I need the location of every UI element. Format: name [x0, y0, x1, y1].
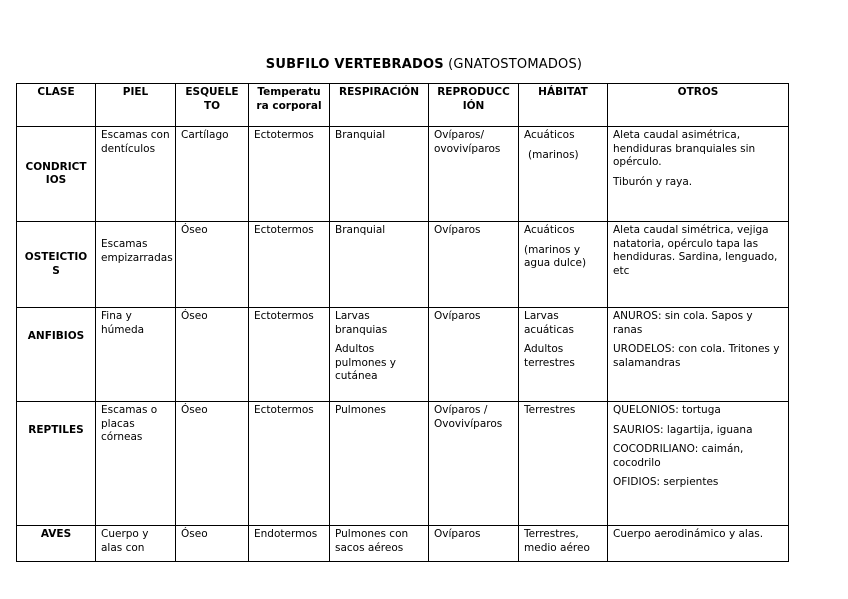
piel-cell: Escamas o placas córneas [96, 402, 176, 526]
otros-line: Aleta caudal asimétrica, hendiduras branquiales sin opérculo. [613, 129, 756, 168]
respiracion-cell [330, 127, 429, 222]
otros-cell [608, 308, 789, 402]
respiracion-line: Pulmones con sacos aéreos [335, 528, 409, 554]
otros-cell [608, 222, 789, 308]
respiracion-line: Branquial [335, 129, 386, 141]
temperatura-cell: Ectotermos [249, 222, 330, 308]
habitat-cell [519, 402, 608, 526]
habitat-line: (marinos y agua dulce) [524, 243, 587, 269]
otros-line: Tiburón y raya. [613, 175, 693, 188]
header-respiracion: RESPIRACIÓN [330, 84, 429, 127]
header-row [17, 84, 789, 127]
otros-line: ANUROS: sin cola. Sapos y ranas [613, 310, 753, 336]
respiracion-line: Adultos pulmones y cutánea [335, 343, 397, 382]
otros-cell [608, 127, 789, 222]
habitat-cell [519, 308, 608, 402]
reproduccion-cell: Ovíparos [429, 222, 519, 308]
respiracion-cell [330, 308, 429, 402]
reproduccion-cell: Ovíparos / Ovovivíparos [429, 402, 519, 526]
temperatura-cell: Ectotermos [249, 127, 330, 222]
vertebrates-table [16, 83, 789, 562]
respiracion-cell [330, 526, 429, 562]
title-main: SUBFILO VERTEBRADOS [265, 57, 444, 72]
temperatura-cell: Endotermos [249, 526, 330, 562]
table-row [17, 222, 789, 308]
otros-line: Aleta caudal simétrica, vejiga natatoria, opérculo tapa las hendiduras. Sardina, lenguado, etc [613, 224, 778, 277]
otros-line: URODELOS: con cola. Tritones y salamandras [613, 343, 780, 369]
header-clase: CLASE [17, 84, 96, 127]
esqueleto-cell: Óseo [176, 308, 249, 402]
otros-cell [608, 402, 789, 526]
piel-cell: Fina y húmeda [96, 308, 176, 402]
esqueleto-cell: Cartílago [176, 127, 249, 222]
header-piel: PIEL [96, 84, 176, 127]
table-row [17, 526, 789, 562]
piel-cell [96, 222, 176, 308]
respiracion-cell [330, 222, 429, 308]
reproduccion-cell: Ovíparos/ ovovivíparos [429, 127, 519, 222]
esqueleto-cell: Óseo [176, 402, 249, 526]
header-habitat: HÁBITAT [519, 84, 608, 127]
clase-cell: CONDRICT IOS [17, 127, 96, 222]
habitat-line: Adultos terrestres [524, 343, 575, 369]
table-row [17, 127, 789, 222]
respiracion-cell [330, 402, 429, 526]
header-esqueleto: ESQUELE TO [176, 84, 249, 127]
otros-line: QUELONIOS: tortuga [613, 404, 721, 416]
otros-line: OFIDIOS: serpientes [613, 476, 719, 488]
clase-cell: ANFIBIOS [17, 308, 96, 402]
habitat-cell [519, 222, 608, 308]
header-reproduccion: REPRODUCC IÓN [429, 84, 519, 127]
esqueleto-cell: Óseo [176, 526, 249, 562]
otros-line: COCODRILIANO: caimán, cocodrilo [613, 443, 744, 469]
habitat-line: Larvas acuáticas [524, 310, 575, 336]
respiracion-line: Larvas branquias [335, 310, 388, 336]
reproduccion-cell: Ovíparos [429, 526, 519, 562]
otros-line: SAURIOS: lagartija, iguana [613, 423, 753, 436]
habitat-line: Terrestres [524, 404, 576, 416]
page-title [0, 57, 848, 72]
piel-cell: Cuerpo y alas con [96, 526, 176, 562]
clase-cell: OSTEICTIO S [17, 222, 96, 308]
clase-cell: AVES [17, 526, 96, 562]
table-row [17, 308, 789, 402]
otros-cell [608, 526, 789, 562]
piel-cell: Escamas con dentículos [96, 127, 176, 222]
reproduccion-cell: Ovíparos [429, 308, 519, 402]
header-temperatura: Temperatu ra corporal [249, 84, 330, 127]
esqueleto-cell: Óseo [176, 222, 249, 308]
respiracion-line: Pulmones [335, 404, 386, 416]
header-otros: OTROS [608, 84, 789, 127]
habitat-line: Terrestres, medio aéreo [524, 528, 590, 554]
temperatura-cell: Ectotermos [249, 402, 330, 526]
otros-line: Cuerpo aerodinámico y alas. [613, 528, 764, 540]
habitat-line: Acuáticos [524, 224, 575, 236]
clase-cell: REPTILES [17, 402, 96, 526]
temperatura-cell: Ectotermos [249, 308, 330, 402]
respiracion-line: Branquial [335, 224, 386, 236]
habitat-line: Acuáticos [524, 129, 575, 141]
piel-text: Escamas empizarradas [101, 238, 173, 264]
title-subtitle: (GNATOSTOMADOS) [443, 57, 583, 72]
habitat-line: (marinos) [528, 148, 579, 161]
habitat-cell [519, 526, 608, 562]
habitat-cell [519, 127, 608, 222]
table-row [17, 402, 789, 526]
